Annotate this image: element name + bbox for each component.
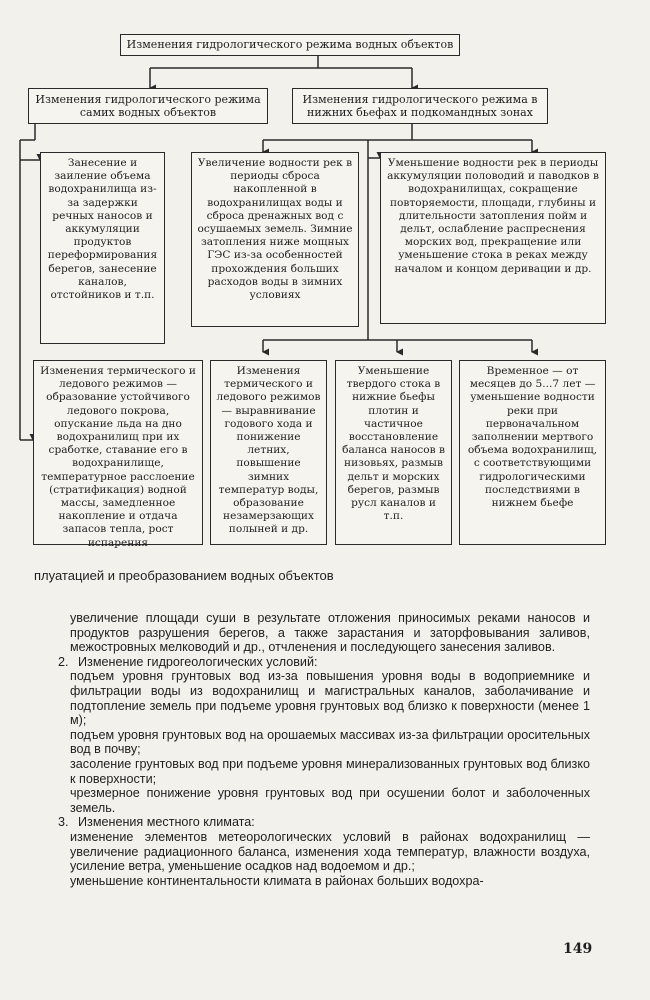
diagram-row3-4-box xyxy=(459,360,606,545)
row2-right-label: Уменьшение водности рек в периоды аккумуляции половодий и паводков в водохранилищах, сокращение повторяемости, площади, глубины и длительности затопления пойм и дельт, ослабление распреснения морских вод, прекращение или уменьшение стока в реках между началом и концом деривации и др. xyxy=(387,157,599,275)
diagram-top-label: Изменения гидрологического режима водных объектов xyxy=(126,38,454,51)
paragraph-3a: изменение элементов метеорологических условий в районах водохранилищ — увеличение радиационного баланса, изменения хода температур, влажности воздуха, усиление ветра, уменьшение осадков над водоемом и др.; xyxy=(70,829,590,874)
diagram-row3-3-box xyxy=(335,360,452,545)
paragraph-2a: подъем уровня грунтовых вод из-за повышения уровня воды в водоприемнике и фильтрации воды из водохранилищ и магистральных каналов, заболачивание и подтопление земель при подъеме уровня грунтовых вод близко к поверхности (менее 1 м); xyxy=(70,669,590,728)
diagram-left-branch-box xyxy=(28,88,268,124)
paragraph-3b: уменьшение континентальности климата в районах больших водохра- xyxy=(70,873,484,888)
paragraph-2b: подъем уровня грунтовых вод на орошаемых массивах из-за фильтрации оросительных вод в почву; xyxy=(70,727,590,757)
left-branch-label: Изменения гидрологического режима самих водных объектов xyxy=(35,93,261,120)
paragraph-1: увеличение площади суши в результате отложения приносимых реками наносов и продуктов разрушения берегов, а также зарастания и заторфовывания заливов, межостровных мелководий и др., отчленения и последующего занесения заливов. xyxy=(70,611,590,655)
list-number-2: 2. xyxy=(58,654,69,669)
list-item-2-heading xyxy=(58,655,590,670)
list-heading-2: Изменение гидрогеологических условий: xyxy=(78,654,318,669)
list-heading-3: Изменения местного климата: xyxy=(78,815,255,830)
diagram-row2-mid-box xyxy=(191,152,359,327)
row3-2-label: Изменения термического и ледового режимов — выравнивание годового хода и понижение летних, повышение зимних температур воды, образование незамерзающих полыней и др. xyxy=(216,365,321,536)
row2-mid-label: Увеличение водности рек в периоды сброса накопленной в водохранилищах воды и сброса дренажных вод с осушаемых земель. Зимние затопления ниже мощных ГЭС из-за особенностей прохождения больших расходов воды в зимних условиях xyxy=(197,157,353,302)
diagram-row2-right-box xyxy=(380,152,606,324)
diagram-row3-2-box xyxy=(210,360,327,545)
row3-1-label: Изменения термического и ледового режимов — образование устойчивого ледового покрова, опускание льда на дно водохранилищ при их сработке, ставание его в водохранилище, температурное расслоение (стратификация) водной массы, замедленное накопление и отдача запасов тепла, рост испарения xyxy=(40,365,196,549)
row2-left-label: Занесение и заиление объема водохранилища из-за задержки речных наносов и аккумуляции продуктов переформирования берегов, занесение каналов, отстойников и т.п. xyxy=(47,157,158,302)
diagram-row3-1-box xyxy=(33,360,203,549)
row3-4-label: Временное — от месяцев до 5...7 лет — уменьшение водности реки при первоначальном заполнении мертвого объема водохранилищ, с соответствующими гидрологическими последствиями в нижнем бьефе xyxy=(467,365,598,510)
list-number-3: 3. xyxy=(58,815,69,830)
page-number: 149 xyxy=(563,941,593,957)
figure-caption: плуатацией и преобразованием водных объектов xyxy=(34,568,334,583)
diagram-top-box xyxy=(120,34,460,56)
right-branch-label: Изменения гидрологического режима в нижних бьефах и подкомандных зонах xyxy=(302,93,538,120)
diagram-right-branch-box xyxy=(292,88,548,124)
list-item-3-heading xyxy=(58,815,590,830)
paragraph-2c: засоление грунтовых вод при подъеме уровня минерализованных грунтовых вод близко к поверхности; xyxy=(70,756,590,786)
diagram-row2-left-box xyxy=(40,152,165,344)
paragraph-2d: чрезмерное понижение уровня грунтовых вод при осушении болот и заболоченных земель. xyxy=(70,786,590,815)
row3-3-label: Уменьшение твердого стока в нижние бьефы плотин и частичное восстановление баланса наносов в низовьях, размыв дельт и морских берегов, размыв русл каналов и т.п. xyxy=(342,365,445,523)
body-text xyxy=(58,611,590,888)
